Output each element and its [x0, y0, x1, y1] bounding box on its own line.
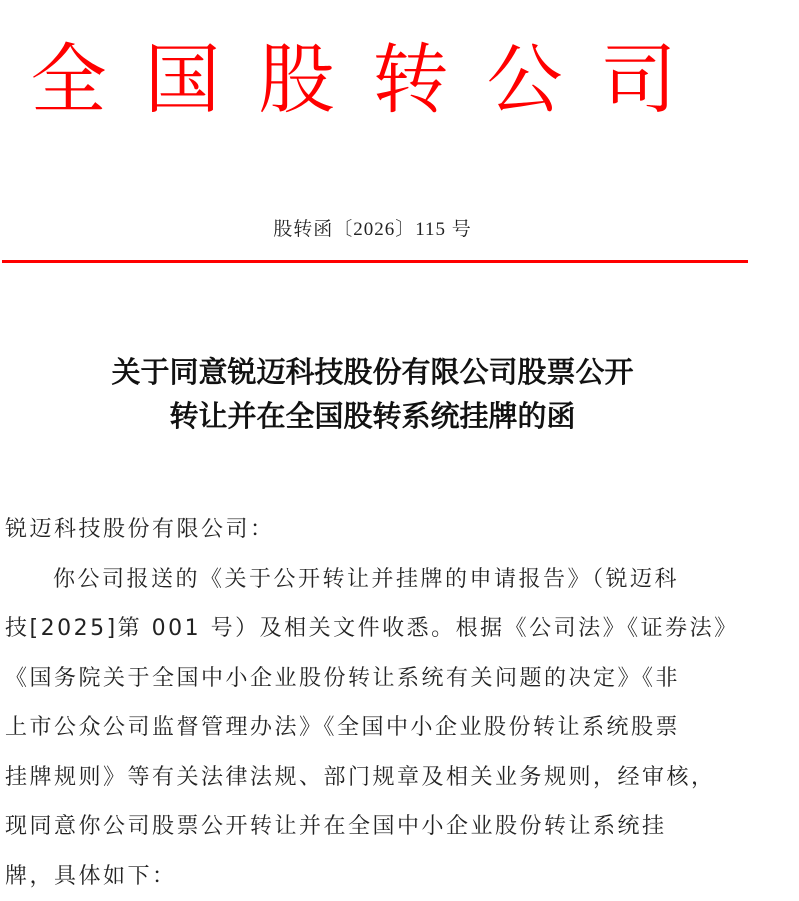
title-line-1: 关于同意锐迈科技股份有限公司股票公开 — [0, 350, 745, 394]
body-line: 技[2025]第 001 号）及相关文件收悉。根据《公司法》《证券法》 — [5, 604, 745, 654]
title-line-2: 转让并在全国股转系统挂牌的函 — [0, 394, 745, 438]
body-line: 挂牌规则》等有关法律法规、部门规章及相关业务规则，经审核， — [5, 753, 745, 803]
document-body — [5, 505, 745, 901]
body-line: 上市公众公司监督管理办法》《全国中小企业股份转让系统股票 — [5, 703, 745, 753]
body-line: 《国务院关于全国中小企业股份转让系统有关问题的决定》《非 — [5, 654, 745, 704]
body-line: 牌，具体如下： — [5, 852, 745, 901]
red-divider — [2, 260, 748, 263]
masthead: 全国股转公司 — [0, 30, 745, 130]
document-title — [0, 350, 745, 438]
body-line: 现同意你公司股票公开转让并在全国中小企业股份转让系统挂 — [5, 802, 745, 852]
document-number: 股转函〔2026〕115 号 — [0, 214, 745, 241]
salutation: 锐迈科技股份有限公司： — [5, 505, 745, 555]
body-line: 你公司报送的《关于公开转让并挂牌的申请报告》（锐迈科 — [5, 555, 745, 605]
